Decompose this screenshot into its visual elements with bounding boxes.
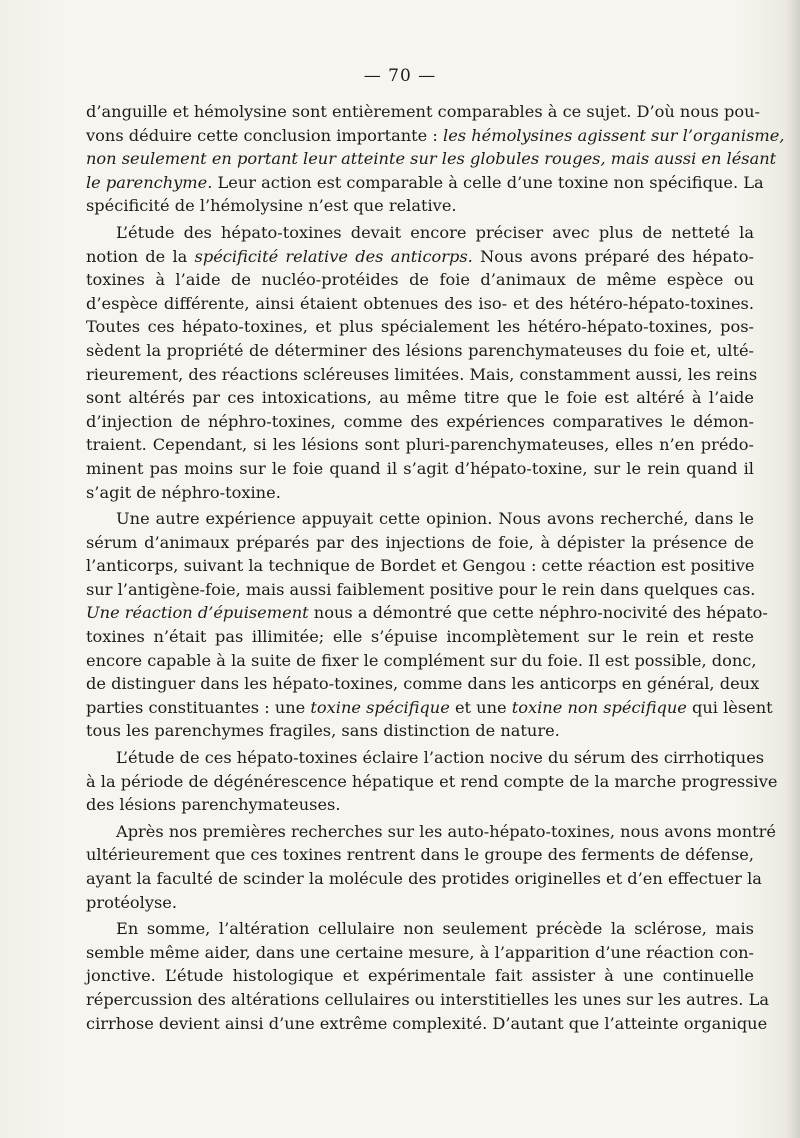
text-segment: à la période de dégénérescence hépatique et rend compte de la marche progressive xyxy=(86,771,778,791)
text-segment: et une xyxy=(449,697,512,717)
text-line xyxy=(86,292,754,316)
text-line xyxy=(86,746,765,770)
text-line xyxy=(86,1012,768,1036)
text-segment: tous les parenchymes fragiles, sans distinction de nature. xyxy=(86,721,560,741)
italic-text: le parenchyme. xyxy=(86,172,213,192)
text-segment: d’anguille et hémolysine sont entièrement comparables à ce sujet. D’où nous pou- xyxy=(86,102,760,121)
text-segment: traient. Cependant, si les lésions sont pluri-parenchymateuses, elles n’en prédo- xyxy=(86,435,754,455)
text-line xyxy=(86,221,754,245)
text-line xyxy=(86,147,777,171)
text-line xyxy=(86,433,754,457)
text-segment: d’injection de néphro-toxines, comme des expériences comparatives le démon- xyxy=(86,411,754,431)
text-segment: des lésions parenchymateuses. xyxy=(86,795,341,815)
text-segment: Une autre expérience appuyait cette opinion. Nous avons recherché, dans le xyxy=(116,509,754,529)
page-edge-shadow xyxy=(786,0,800,1138)
text-line xyxy=(86,843,754,867)
text-line xyxy=(86,124,785,148)
text-segment: ayant la faculté de scinder la molécule des protides originelles et d’en effectuer la xyxy=(86,869,762,888)
text-segment: notion de la xyxy=(86,246,195,266)
text-line xyxy=(86,386,754,410)
text-line xyxy=(86,820,776,844)
text-line xyxy=(86,507,754,531)
text-segment: Nous avons préparé des hépato- xyxy=(472,246,754,266)
text-line xyxy=(86,531,754,555)
text-segment: vons déduire cette conclusion importante : xyxy=(86,125,444,145)
text-segment: minent pas moins sur le foie quand il s’agit d’hépato-toxine, sur le rein quand il xyxy=(86,458,754,478)
text-segment: toxines à l’aide de nucléo-protéides de foie d’animaux de même espèce ou xyxy=(86,270,754,290)
text-segment: Leur action est comparable à celle d’une toxine non spécifique. La xyxy=(212,172,764,192)
text-segment: ultérieurement que ces toxines rentrent dans le groupe des ferments de défense, xyxy=(86,845,754,865)
text-line xyxy=(86,410,754,434)
text-line xyxy=(86,315,754,339)
text-line xyxy=(86,578,754,602)
text-segment: sur l’antigène-foie, mais aussi faiblement positive pour le rein dans quelques cas. xyxy=(86,579,756,599)
text-line xyxy=(86,793,754,817)
text-line xyxy=(86,891,754,915)
text-line xyxy=(86,481,754,505)
text-segment: semble même aider, dans une certaine mesure, à l’apparition d’une réaction con- xyxy=(86,942,754,962)
text-line xyxy=(86,941,754,965)
text-segment: protéolyse. xyxy=(86,892,178,912)
text-line xyxy=(86,245,754,269)
text-segment: En somme, l’altération cellulaire non seulement précède la sclérose, mais xyxy=(116,919,754,939)
body-text xyxy=(86,100,785,1035)
text-line xyxy=(86,719,754,743)
text-segment: d’espèce différente, ainsi étaient obtenues des iso- et des hétéro-hépato-toxines. xyxy=(86,293,754,313)
text-line xyxy=(86,964,754,988)
text-segment: répercussion des altérations cellulaires ou interstitielles les unes sur les autres. La xyxy=(86,989,769,1009)
text-line xyxy=(86,363,758,387)
text-line xyxy=(86,770,778,794)
page-number: — 70 — xyxy=(363,66,437,86)
text-segment: de distinguer dans les hépato-toxines, comme dans les anticorps en général, deux xyxy=(86,674,760,694)
text-line xyxy=(86,268,754,292)
text-segment: Après nos premières recherches sur les auto-hépato-toxines, nous avons montré xyxy=(116,821,776,841)
text-segment: rieurement, des réactions scléreuses limitées. Mais, constamment aussi, les reins xyxy=(86,364,758,384)
text-segment: sérum d’animaux préparés par des injections de foie, à dépister la présence de xyxy=(86,532,754,552)
text-line xyxy=(86,917,754,941)
italic-text: non seulement en portant leur atteinte sur les globules rouges, mais aussi en lésant xyxy=(86,149,777,169)
text-line xyxy=(86,625,754,649)
text-segment: L’étude des hépato-toxines devait encore préciser avec plus de netteté la xyxy=(116,222,754,242)
text-line xyxy=(86,194,754,218)
text-segment: qui lèsent xyxy=(686,697,773,717)
text-line xyxy=(86,601,768,625)
italic-text: toxine non spécifique xyxy=(511,697,687,717)
text-segment: spécificité de l’hémolysine n’est que relative. xyxy=(86,196,457,216)
text-segment: nous a démontré que cette néphro-nocivité des hépato- xyxy=(308,603,768,623)
text-segment: Toutes ces hépato-toxines, et plus spécialement les hétéro-hépato-toxines, pos- xyxy=(86,317,754,337)
text-segment: jonctive. L’étude histologique et expérimentale fait assister à une continuelle xyxy=(86,966,754,986)
text-line xyxy=(86,696,773,720)
text-line xyxy=(86,554,754,578)
text-segment: sont altérés par ces intoxications, au même titre que le foie est altéré à l’aide xyxy=(86,388,754,408)
text-segment: l’anticorps, suivant la technique de Bordet et Gengou : cette réaction est positive xyxy=(86,556,755,576)
text-line xyxy=(86,339,754,363)
text-segment: encore capable à la suite de fixer le complément sur du foie. Il est possible, donc, xyxy=(86,650,757,670)
text-segment: cirrhose devient ainsi d’une extrême complexité. D’autant que l’atteinte organique xyxy=(86,1013,768,1033)
text-line xyxy=(86,867,762,891)
text-line xyxy=(86,100,760,124)
text-segment: s’agit de néphro-toxine. xyxy=(86,482,281,502)
text-segment: toxines n’était pas illimitée; elle s’épuise incomplètement sur le rein et reste xyxy=(86,627,754,647)
text-line xyxy=(86,672,760,696)
text-line xyxy=(86,457,754,481)
italic-text: spécificité relative des anticorps. xyxy=(194,246,473,266)
text-segment: parties constituantes : une xyxy=(86,697,311,717)
text-segment: L’étude de ces hépato-toxines éclaire l’action nocive du sérum des cirrhotiques xyxy=(116,748,765,768)
italic-text: toxine spécifique xyxy=(310,697,450,717)
italic-text: les hémolysines agissent sur l’organisme, xyxy=(443,125,785,145)
italic-text: Une réaction d’épuisement xyxy=(86,603,309,623)
text-line xyxy=(86,988,769,1012)
text-segment: sèdent la propriété de déterminer des lésions parenchymateuses du foie et, ulté- xyxy=(86,340,754,360)
text-line xyxy=(86,649,757,673)
text-line xyxy=(86,171,764,195)
